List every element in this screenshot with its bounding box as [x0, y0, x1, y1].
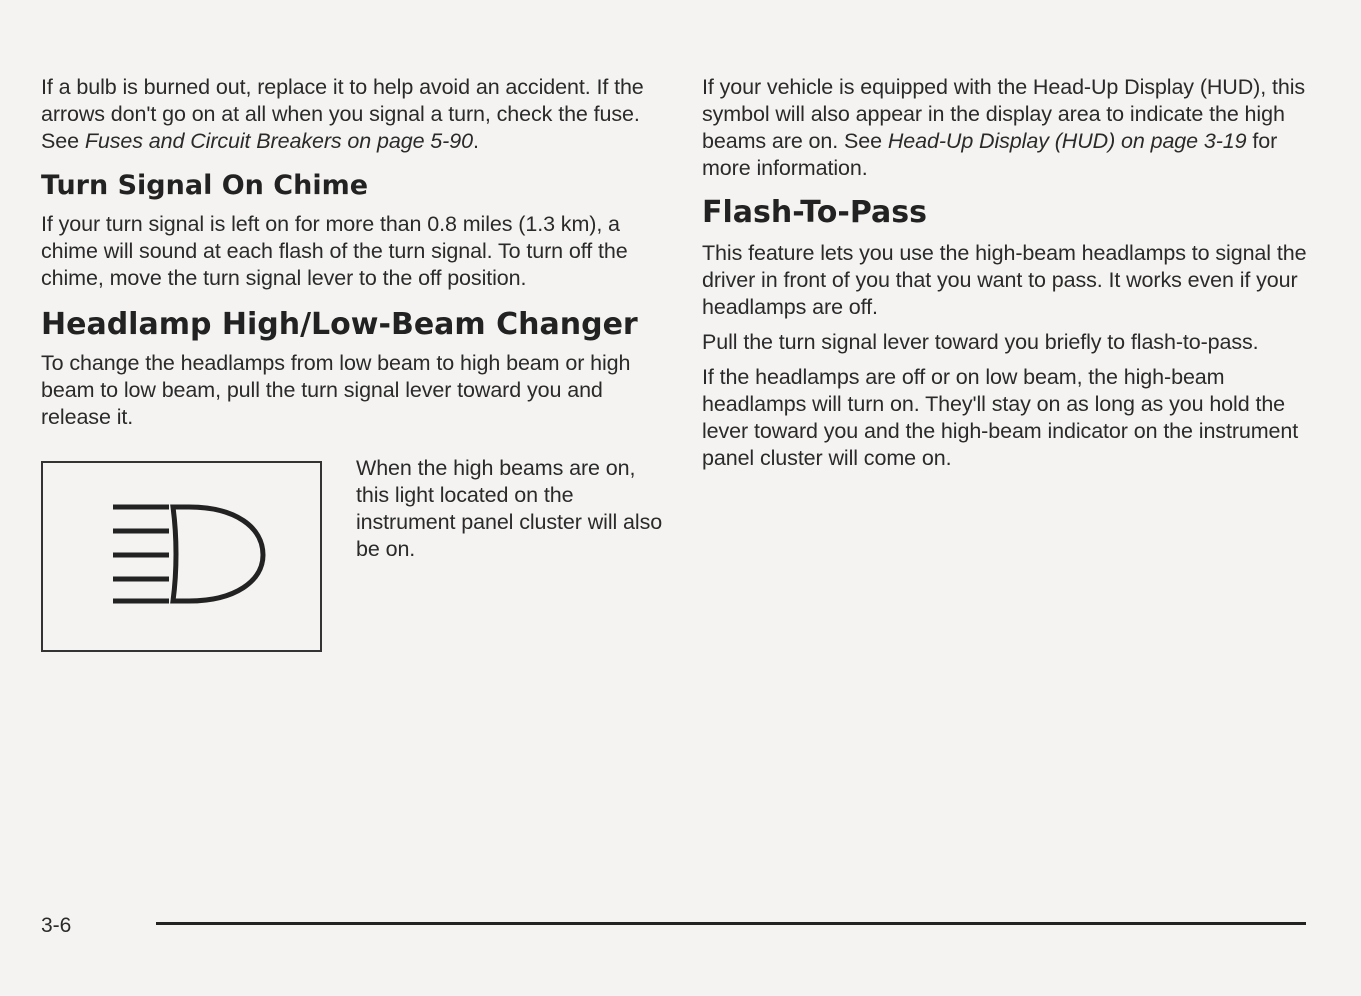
hud-reference: Head-Up Display (HUD) on page 3-19 — [887, 129, 1247, 153]
flash-to-pass-paragraph-1: This feature lets you use the high-beam headlamps to signal the driver in front of you that you want to pass. It works even if your headlamps are off. — [702, 241, 1307, 319]
fuses-reference: Fuses and Circuit Breakers on page 5-90 — [84, 129, 473, 153]
hud-paragraph — [702, 74, 1317, 182]
high-beam-indicator-icon — [109, 501, 269, 611]
turn-signal-chime-paragraph: If your turn signal is left on for more than 0.8 miles (1.3 km), a chime will sound at each flash of the turn signal. To turn off the chime, move the turn signal lever to the off position. — [41, 212, 628, 290]
intro-paragraph — [41, 74, 656, 155]
flash-to-pass-paragraph-2: Pull the turn signal lever toward you briefly to flash-to-pass. — [702, 330, 1259, 354]
turn-signal-chime-heading: Turn Signal On Chime — [41, 170, 369, 201]
headlamp-beam-changer-paragraph: To change the headlamps from low beam to high beam or high beam to low beam, pull the turn signal lever toward you and release it. — [41, 351, 631, 429]
left-column — [41, 74, 663, 655]
flash-to-pass-heading: Flash-To-Pass — [702, 195, 927, 230]
flash-to-pass-paragraph-3: If the headlamps are off or on low beam, the high-beam headlamps will turn on. They'll stay on as long as you hold the lever toward you and the high-beam indicator on the instrument panel cluster will come on. — [702, 365, 1299, 470]
page-number: 3-6 — [41, 914, 72, 937]
footer-divider — [156, 922, 1306, 925]
high-beam-figure — [41, 455, 663, 655]
headlamp-beam-changer-heading: Headlamp High/Low-Beam Changer — [41, 307, 638, 342]
intro-text-end: . — [472, 129, 479, 153]
hud-text: If your vehicle is equipped with the Head-Up Display (HUD), this symbol will also appear in the display area to indicate the high beams are on. See — [702, 75, 1306, 153]
high-beam-icon-frame — [41, 461, 322, 652]
hud-text-end: for more information. — [702, 129, 1278, 180]
intro-text: If a bulb is burned out, replace it to help avoid an accident. If the arrows don't go on at all when you signal a turn, check the fuse. See — [41, 75, 644, 153]
right-column — [702, 74, 1317, 480]
high-beam-caption: When the high beams are on, this light located on the instrument panel cluster will also be on. — [356, 456, 663, 561]
